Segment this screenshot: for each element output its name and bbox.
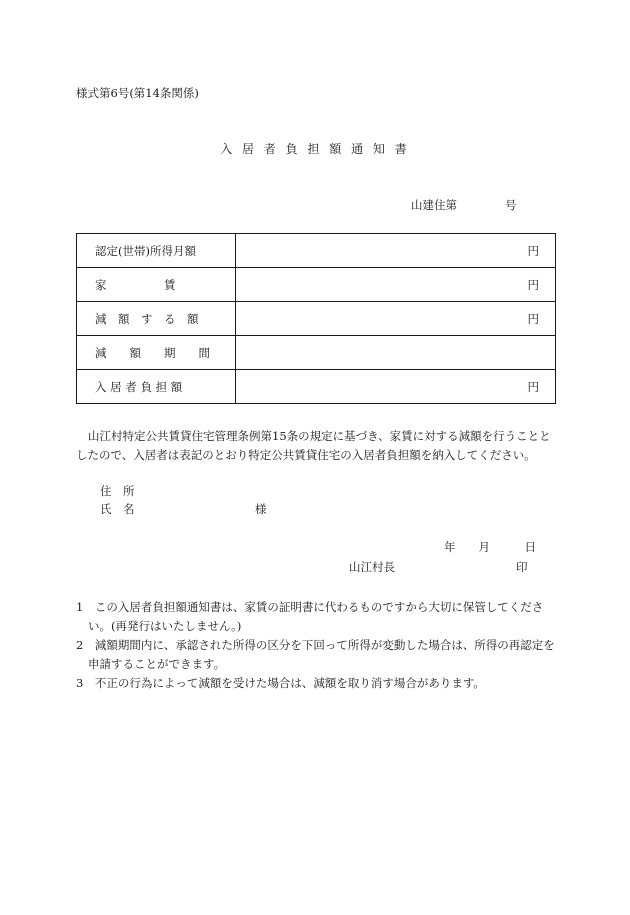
- document-number-prefix: 山建住第: [411, 198, 457, 212]
- table-row: [77, 234, 556, 268]
- address-label: 住 所: [100, 484, 135, 498]
- document-number: [411, 198, 517, 212]
- form-number: 様式第6号(第14条関係): [76, 86, 199, 100]
- table-row: [77, 268, 556, 302]
- table-row: [77, 336, 556, 370]
- row-label: 減 額 期 間: [77, 336, 236, 370]
- row-value: 円: [236, 370, 556, 404]
- row-value: 円: [236, 268, 556, 302]
- row-value: 円: [236, 234, 556, 268]
- notes-list: [76, 598, 556, 693]
- honorific: 様: [255, 502, 267, 516]
- table-row: [77, 302, 556, 336]
- document-title: 入 居 者 負 担 額 通 知 書: [220, 142, 410, 156]
- row-label: 入 居 者 負 担 額: [77, 370, 236, 404]
- date-line: 年 月 日: [444, 540, 536, 554]
- table-row: [77, 370, 556, 404]
- note-item: 3 不正の行為によって減額を受けた場合は、減額を取り消す場合があります。: [76, 676, 485, 690]
- row-label: 家 賃: [77, 268, 236, 302]
- seal-mark: 印: [516, 560, 528, 574]
- row-label: 認定(世帯)所得月額: [77, 234, 236, 268]
- note-item: 1 この入居者負担額通知書は、家賃の証明書に代わるものですから大切に保管してください。(再発行はいたしません。): [76, 600, 544, 633]
- body-paragraph: 山江村特定公共賃貸住宅管理条例第15条の規定に基づき、家賃に対する減額を行うこととしたので、入居者は表記のとおり特定公共賃貸住宅の入居者負担額を納入してください。: [76, 429, 551, 462]
- row-label: 減 額 す る 額: [77, 302, 236, 336]
- issuer-title: 山江村長: [349, 560, 395, 574]
- note-item: 2 減額期間内に、承認された所得の区分を下回って所得が変動した場合は、所得の再認定を申請することができます。: [76, 638, 555, 671]
- burden-table: [76, 233, 556, 404]
- name-label: 氏 名: [100, 502, 135, 516]
- row-value: [236, 336, 556, 370]
- row-value: 円: [236, 302, 556, 336]
- document-number-suffix: 号: [505, 198, 517, 212]
